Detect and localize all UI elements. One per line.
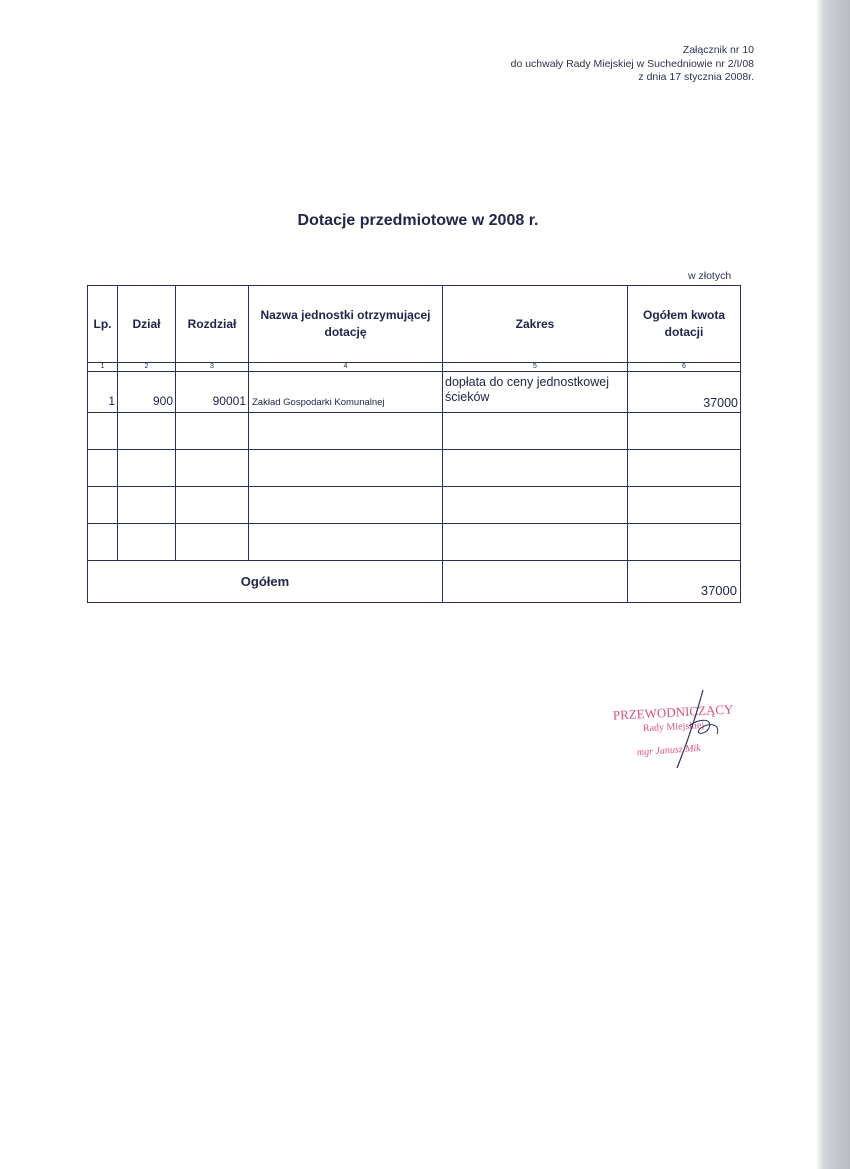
column-number: 2 <box>118 363 176 372</box>
header-rozdzial: Rozdział <box>176 286 249 363</box>
header-scope: Zakres <box>443 286 628 363</box>
stamp-subtitle: Rady Miejskiej <box>642 719 705 735</box>
empty-row <box>88 487 741 524</box>
attachment-note <box>511 44 754 85</box>
total-empty-cell <box>443 561 628 603</box>
column-number: 4 <box>249 363 443 372</box>
header-amount: Ogółem kwota dotacji <box>628 286 741 363</box>
empty-row <box>88 413 741 450</box>
total-row <box>88 561 741 603</box>
total-amount: 37000 <box>628 561 741 603</box>
unit-label: w złotych <box>688 270 732 282</box>
scan-border <box>822 0 850 1169</box>
column-number-row <box>88 363 741 372</box>
empty-row <box>88 524 741 561</box>
column-number: 1 <box>88 363 118 372</box>
header-lp: Lp. <box>88 286 118 363</box>
attachment-line: z dnia 17 stycznia 2008r. <box>638 71 754 83</box>
stamp-title: PRZEWODNICZĄCY <box>612 701 734 723</box>
cell-amount: 37000 <box>628 372 741 413</box>
table-row <box>88 372 741 413</box>
attachment-line: Załącznik nr 10 <box>682 44 754 56</box>
chairman-stamp <box>605 688 765 768</box>
total-label: Ogółem <box>88 561 443 603</box>
header-name: Nazwa jednostki otrzymującej dotację <box>249 286 443 363</box>
empty-row <box>88 450 741 487</box>
stamp-name: mgr Janusz Mik <box>636 742 702 759</box>
table-header-row <box>88 286 741 363</box>
scan-shadow <box>816 0 822 1169</box>
column-number: 5 <box>443 363 628 372</box>
page-title: Dotacje przedmiotowe w 2008 r. <box>297 212 539 229</box>
column-number: 6 <box>628 363 741 372</box>
attachment-line: do uchwały Rady Miejskiej w Suchedniowie nr 2/I/08 <box>510 57 754 70</box>
cell-scope: dopłata do ceny jednostkowej ścieków <box>443 372 628 413</box>
column-number: 3 <box>176 363 249 372</box>
cell-name: Zakład Gospodarki Komunalnej <box>249 372 443 413</box>
cell-dzial: 900 <box>118 372 176 413</box>
grants-table <box>87 285 741 603</box>
cell-lp: 1 <box>88 372 118 413</box>
cell-rozdzial: 90001 <box>176 372 249 413</box>
header-dzial: Dział <box>118 286 176 363</box>
